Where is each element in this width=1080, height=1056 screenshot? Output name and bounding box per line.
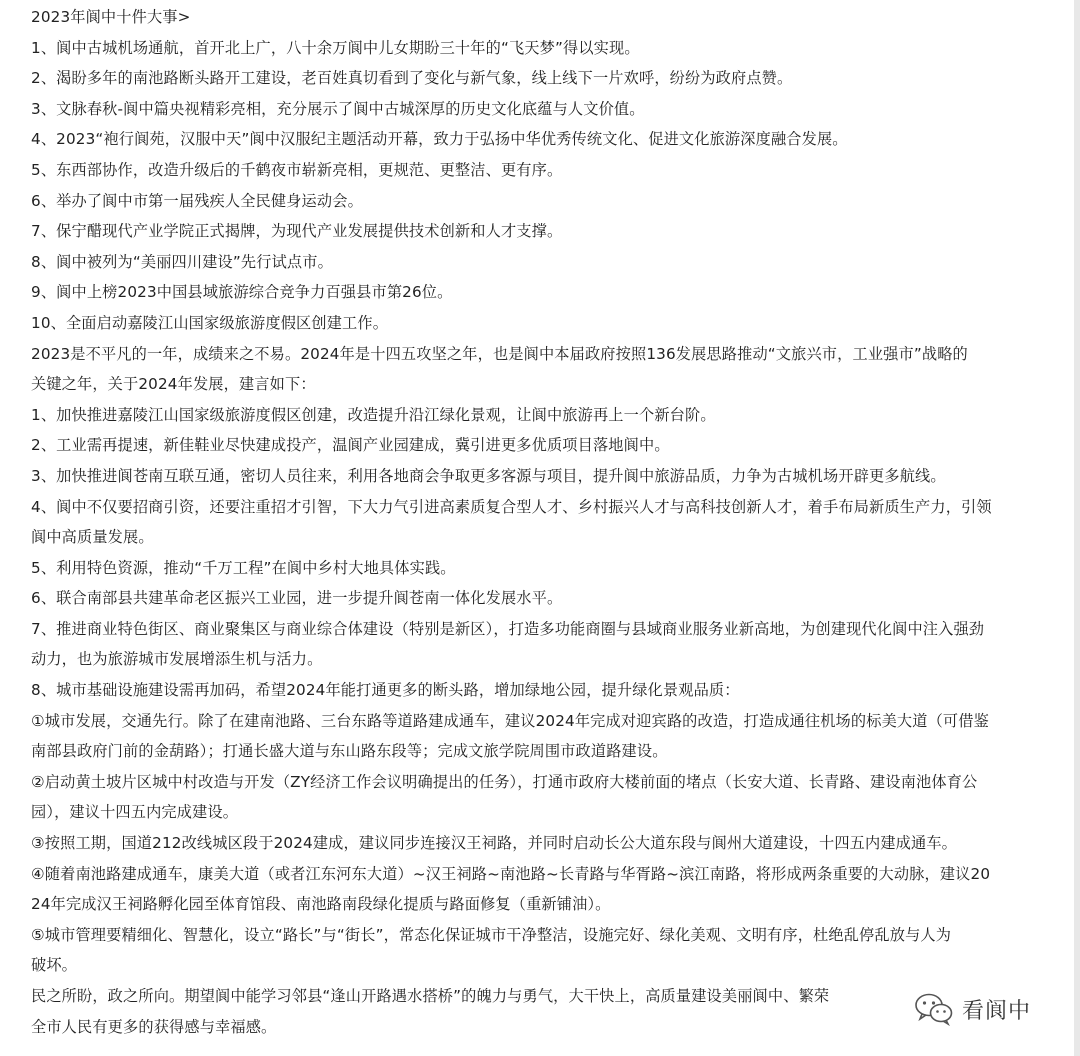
text-line: 2023是不平凡的一年，成绩来之不易。2024年是十四五攻坚之年，也是阆中本届政府按照136发展思路推动“文旅兴市，工业强市”战略的 [31, 344, 968, 363]
text-line: 2、渴盼多年的南池路断头路开工建设，老百姓真切看到了变化与新气象，线上线下一片欢呼，纷纷为政府点赞。 [31, 69, 793, 88]
text-line: ②启动黄土坡片区城中村改造与开发（ZY经济工作会议明确提出的任务），打通市政府大楼前面的堵点（长安大道、长青路、建设南池体育公 [31, 772, 978, 791]
text-line: 7、保宁醋现代产业学院正式揭牌，为现代产业发展提供技术创新和人才支撑。 [31, 222, 563, 241]
text-line: 5、东西部协作，改造升级后的千鹤夜市崭新亮相，更规范、更整洁、更有序。 [31, 160, 563, 179]
text-line: 7、推进商业特色街区、商业聚集区与商业综合体建设（特别是新区），打造多功能商圈与县域商业服务业新高地，为创建现代化阆中注入强劲 [31, 619, 985, 638]
text-line: 民之所盼，政之所向。期望阆中能学习邻县“逢山开路遇水搭桥”的魄力与勇气，大干快上，高质量建设美丽阆中、繁荣 [31, 987, 830, 1005]
article-title: 2023年阆中十件大事> [31, 8, 191, 26]
text-line: 南部县政府门前的金葫路）；打通长盛大道与东山路东段等；完成文旅学院周围市政道路建设。 [31, 742, 668, 761]
article-body [31, 0, 1067, 1042]
text-line: 2、工业需再提速，新佳鞋业尽快建成投产，温阆产业园建成，冀引进更多优质项目落地阆中。 [31, 436, 670, 455]
text-line: 关键之年，关于2024年发展，建言如下： [31, 375, 316, 394]
text-line: 动力，也为旅游城市发展增添生机与活力。 [31, 650, 323, 669]
article-lines [31, 33, 1067, 1043]
text-line: 1、阆中古城机场通航，首开北上广，八十余万阆中儿女期盼三十年的“飞天梦”得以实现。 [31, 38, 640, 57]
text-line: 破坏。 [31, 956, 78, 975]
text-line: 5、利用特色资源，推动“千万工程”在阆中乡村大地具体实践。 [31, 558, 456, 577]
text-line: 6、联合南部县共建革命老区振兴工业园，进一步提升阆苍南一体化发展水平。 [31, 589, 563, 608]
text-line: 10、全面启动嘉陵江山国家级旅游度假区创建工作。 [31, 313, 389, 332]
text-line: 24年完成汉王祠路孵化园至体育馆段、南池路南段绿化提质与路面修复（重新铺油）。 [31, 895, 611, 914]
watermark [914, 984, 1064, 1034]
text-line: 4、2023“袍行阆苑，汉服中天”阆中汉服纪主题活动开幕，致力于弘扬中华优秀传统文化、促进文化旅游深度融合发展。 [31, 130, 848, 149]
text-line: 全市人民有更多的获得感与幸福感。 [31, 1017, 277, 1036]
text-line: 3、文脉春秋-阆中篇央视精彩亮相，充分展示了阆中古城深厚的历史文化底蕴与人文价值。 [31, 99, 645, 118]
text-line: 阆中高质量发展。 [31, 528, 154, 547]
text-line: 8、城市基础设施建设需再加码，希望2024年能打通更多的断头路，增加绿地公园，提升绿化景观品质： [31, 681, 740, 700]
text-line: 3、加快推进阆苍南互联互通，密切人员往来，利用各地商会争取更多客源与项目，提升阆中旅游品质，力争为古城机场开辟更多航线。 [31, 466, 946, 485]
text-line: ④随着南池路建成通车，康美大道（或者江东河东大道）~汉王祠路~南池路~长青路与华胥路~滨江南路，将形成两条重要的大动脉，建议20 [31, 864, 991, 883]
watermark-text: 看阆中 [962, 998, 1032, 1024]
text-line: 4、阆中不仅要招商引资，还要注重招才引智，下大力气引进高素质复合型人才、乡村振兴人才与高科技创新人才，着手布局新质生产力，引领 [31, 497, 992, 516]
text-line: ③按照工期，国道212改线城区段于2024建成，建议同步连接汉王祠路，并同时启动长公大道东段与阆州大道建设，十四五内建成通车。 [31, 834, 958, 853]
scrollbar-edge [1074, 0, 1080, 1056]
text-line: 9、阆中上榜2023中国县域旅游综合竞争力百强县市第26位。 [31, 283, 453, 302]
text-line: ⑤城市管理要精细化、智慧化，设立“路长”与“街长”，常态化保证城市干净整洁，设施完好、绿化美观、文明有序，杜绝乱停乱放与人为 [31, 925, 952, 944]
text-line: 8、阆中被列为“美丽四川建设”先行试点市。 [31, 252, 333, 271]
text-line: ①城市发展，交通先行。除了在建南池路、三台东路等道路建成通车，建议2024年完成对迎宾路的改造，打造成通往机场的标美大道（可借鉴 [31, 711, 989, 730]
text-line: 1、加快推进嘉陵江山国家级旅游度假区创建，改造提升沿江绿化景观，让阆中旅游再上一个新台阶。 [31, 405, 716, 424]
wechat-icon [914, 992, 954, 1026]
text-line: 6、举办了阆中市第一届残疾人全民健身运动会。 [31, 191, 363, 210]
text-line: 园），建议十四五内完成建设。 [31, 803, 239, 822]
